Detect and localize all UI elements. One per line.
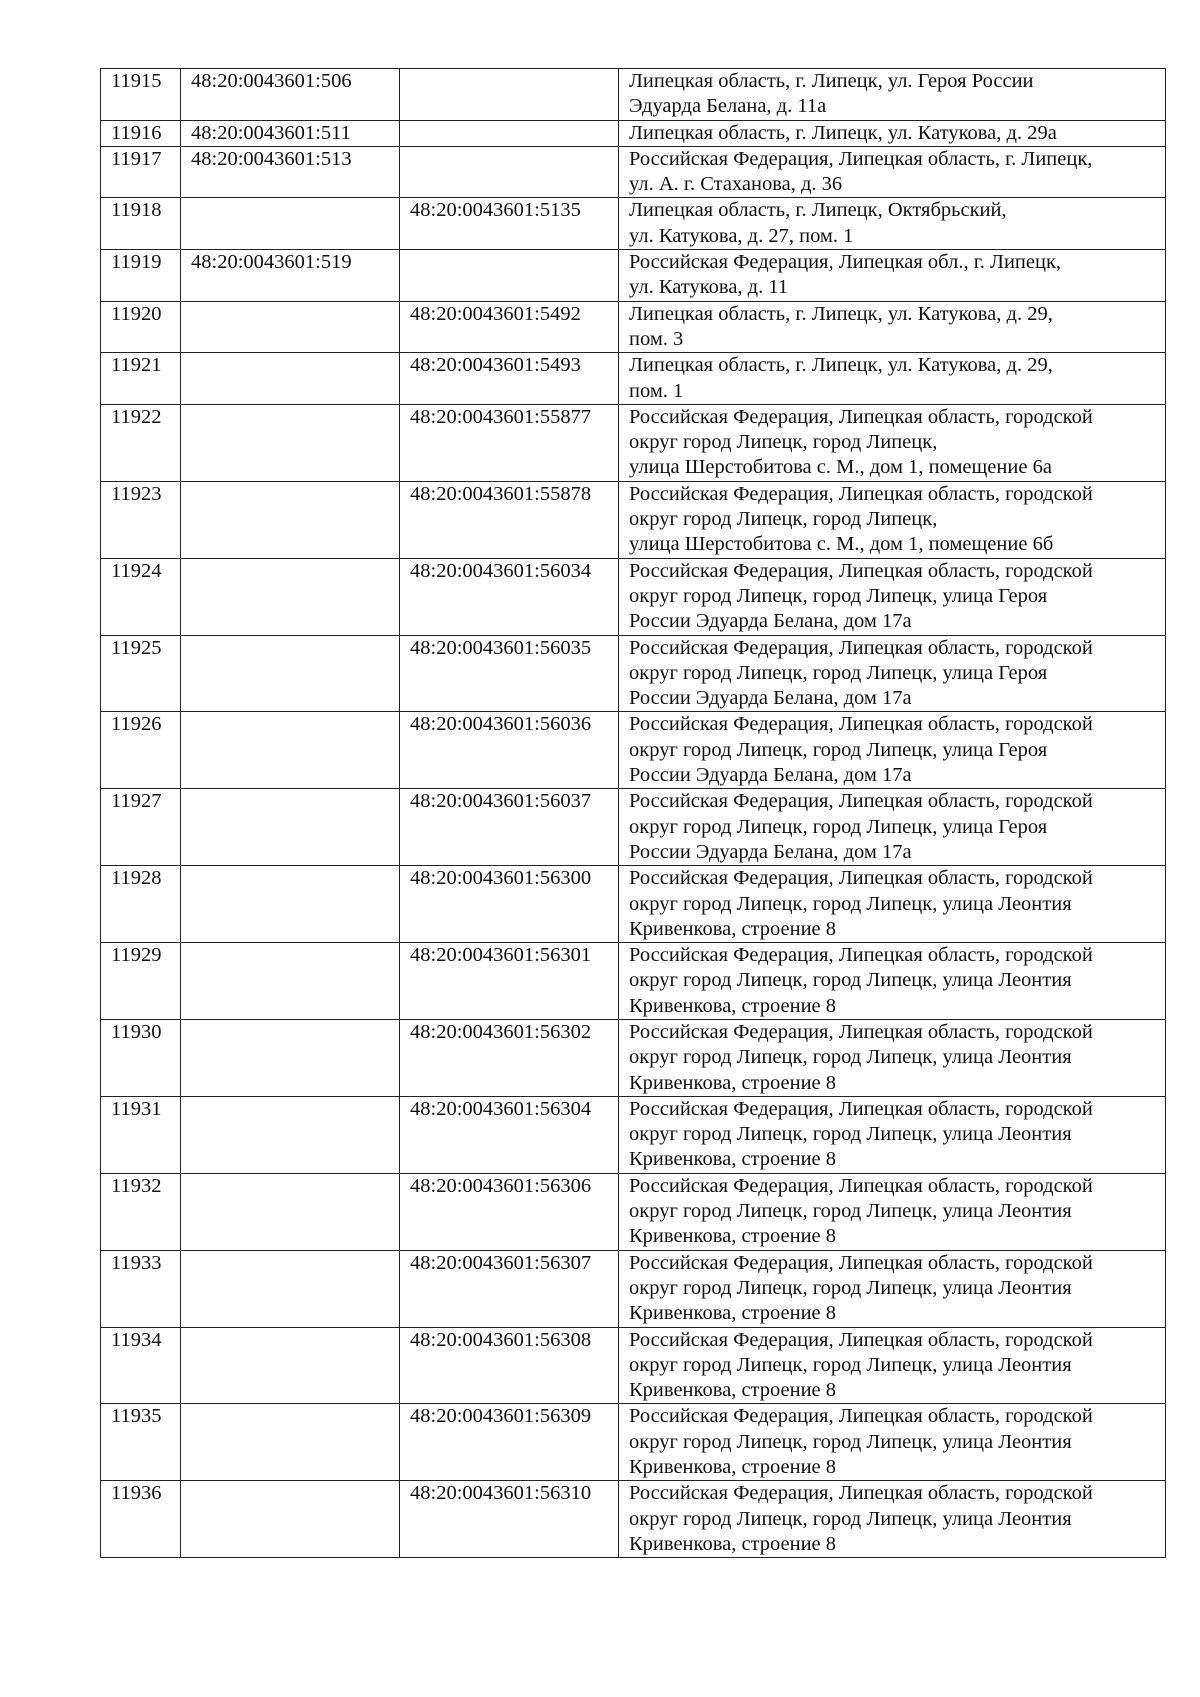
address-cell — [619, 1019, 1166, 1096]
land-cadastral-number-cell — [181, 866, 400, 943]
address-line: России Эдуарда Белана, дом 17а — [629, 764, 912, 787]
row-number-cell: 11922 — [101, 404, 181, 481]
address-line: Кривенкова, строение 8 — [629, 1225, 837, 1248]
object-cadastral-number-cell — [400, 120, 619, 146]
address-line: Российская Федерация, Липецкая область, городской — [629, 1174, 1093, 1197]
address-line: Российская Федерация, Липецкая область, городской — [629, 1097, 1093, 1120]
land-cadastral-number-cell — [181, 353, 400, 405]
address-line: округ город Липецк, город Липецк, улица Леонтия — [629, 969, 1072, 992]
table-row — [101, 250, 1166, 302]
address-cell — [619, 789, 1166, 866]
object-cadastral-number-cell: 48:20:0043601:56307 — [400, 1250, 619, 1327]
address-cell — [619, 712, 1166, 789]
address-line: пом. 1 — [629, 379, 684, 402]
address-line: Российская Федерация, Липецкая область, городской — [629, 1020, 1093, 1043]
row-number-cell: 11919 — [101, 250, 181, 302]
address-line: округ город Липецк, город Липецк, улица Леонтия — [629, 1123, 1072, 1146]
address-cell — [619, 404, 1166, 481]
address-cell — [619, 69, 1166, 121]
address-line: улица Шерстобитова с. М., дом 1, помещение 6б — [629, 533, 1054, 556]
address-line: округ город Липецк, город Липецк, улица Леонтия — [629, 1430, 1072, 1453]
table-row — [101, 146, 1166, 198]
object-cadastral-number-cell: 48:20:0043601:56306 — [400, 1173, 619, 1250]
row-number-cell: 11917 — [101, 146, 181, 198]
row-number-cell: 11932 — [101, 1173, 181, 1250]
table-row — [101, 1250, 1166, 1327]
address-line: Кривенкова, строение 8 — [629, 994, 837, 1017]
object-cadastral-number-cell: 48:20:0043601:56310 — [400, 1481, 619, 1558]
address-line: России Эдуарда Белана, дом 17а — [629, 610, 912, 633]
land-cadastral-number-cell — [181, 943, 400, 1020]
address-cell — [619, 146, 1166, 198]
table-row — [101, 1173, 1166, 1250]
address-line: Российская Федерация, Липецкая область, городской — [629, 1482, 1093, 1505]
table-row — [101, 712, 1166, 789]
address-line: Российская Федерация, Липецкая область, городской — [629, 482, 1093, 505]
address-line: Кривенкова, строение 8 — [629, 917, 837, 940]
land-cadastral-number-cell — [181, 1404, 400, 1481]
address-line: Российская Федерация, Липецкая область, городской — [629, 713, 1093, 736]
address-cell — [619, 1173, 1166, 1250]
address-cell — [619, 1096, 1166, 1173]
address-line: пом. 3 — [629, 327, 684, 350]
object-cadastral-number-cell: 48:20:0043601:56034 — [400, 558, 619, 635]
object-cadastral-number-cell — [400, 146, 619, 198]
table-row — [101, 353, 1166, 405]
address-line: Кривенкова, строение 8 — [629, 1148, 837, 1171]
land-cadastral-number-cell — [181, 712, 400, 789]
object-cadastral-number-cell: 48:20:0043601:56035 — [400, 635, 619, 712]
address-cell — [619, 1327, 1166, 1404]
address-line: Кривенкова, строение 8 — [629, 1071, 837, 1094]
table-row — [101, 481, 1166, 558]
table-row — [101, 1481, 1166, 1558]
land-cadastral-number-cell: 48:20:0043601:506 — [181, 69, 400, 121]
table-row — [101, 558, 1166, 635]
table-row — [101, 301, 1166, 353]
land-cadastral-number-cell — [181, 789, 400, 866]
land-cadastral-number-cell — [181, 301, 400, 353]
object-cadastral-number-cell: 48:20:0043601:56302 — [400, 1019, 619, 1096]
land-cadastral-number-cell — [181, 1096, 400, 1173]
address-line: Российская Федерация, Липецкая область, городской — [629, 790, 1093, 813]
row-number-cell: 11933 — [101, 1250, 181, 1327]
address-line: Российская Федерация, Липецкая область, городской — [629, 405, 1093, 428]
row-number-cell: 11915 — [101, 69, 181, 121]
address-line: округ город Липецк, город Липецк, улица Леонтия — [629, 892, 1072, 915]
table-row — [101, 635, 1166, 712]
address-line: округ город Липецк, город Липецк, улица Леонтия — [629, 1507, 1072, 1530]
object-cadastral-number-cell: 48:20:0043601:56304 — [400, 1096, 619, 1173]
address-line: ул. Катукова, д. 11 — [629, 276, 789, 299]
address-line: Кривенкова, строение 8 — [629, 1379, 837, 1402]
row-number-cell: 11923 — [101, 481, 181, 558]
row-number-cell: 11920 — [101, 301, 181, 353]
address-cell — [619, 1250, 1166, 1327]
address-line: Российская Федерация, Липецкая область, г. Липецк, — [629, 147, 1093, 170]
address-line: Российская Федерация, Липецкая область, городской — [629, 944, 1093, 967]
address-cell — [619, 943, 1166, 1020]
table-row — [101, 198, 1166, 250]
object-cadastral-number-cell: 48:20:0043601:5493 — [400, 353, 619, 405]
land-cadastral-number-cell — [181, 198, 400, 250]
address-line: Кривенкова, строение 8 — [629, 1302, 837, 1325]
object-cadastral-number-cell — [400, 69, 619, 121]
address-line: Российская Федерация, Липецкая область, городской — [629, 1405, 1093, 1428]
row-number-cell: 11918 — [101, 198, 181, 250]
row-number-cell: 11921 — [101, 353, 181, 405]
row-number-cell: 11935 — [101, 1404, 181, 1481]
object-cadastral-number-cell: 48:20:0043601:5492 — [400, 301, 619, 353]
table-row — [101, 120, 1166, 146]
address-line: округ город Липецк, город Липецк, улица Героя — [629, 661, 1048, 684]
land-cadastral-number-cell — [181, 481, 400, 558]
registry-table — [100, 68, 1166, 1558]
row-number-cell: 11934 — [101, 1327, 181, 1404]
address-line: округ город Липецк, город Липецк, улица Леонтия — [629, 1046, 1072, 1069]
address-line: Российская Федерация, Липецкая область, городской — [629, 559, 1093, 582]
object-cadastral-number-cell: 48:20:0043601:56300 — [400, 866, 619, 943]
address-line: Липецкая область, г. Липецк, ул. Катукова, д. 29, — [629, 302, 1053, 325]
address-cell — [619, 353, 1166, 405]
address-cell — [619, 1481, 1166, 1558]
address-line: округ город Липецк, город Липецк, улица Героя — [629, 584, 1048, 607]
row-number-cell: 11928 — [101, 866, 181, 943]
row-number-cell: 11936 — [101, 1481, 181, 1558]
address-line: округ город Липецк, город Липецк, — [629, 508, 938, 531]
land-cadastral-number-cell — [181, 1481, 400, 1558]
object-cadastral-number-cell: 48:20:0043601:56036 — [400, 712, 619, 789]
address-line: округ город Липецк, город Липецк, улица Героя — [629, 738, 1048, 761]
table-row — [101, 1404, 1166, 1481]
address-line: Российская Федерация, Липецкая обл., г. Липецк, — [629, 251, 1062, 274]
object-cadastral-number-cell: 48:20:0043601:56037 — [400, 789, 619, 866]
address-line: Российская Федерация, Липецкая область, городской — [629, 1251, 1093, 1274]
address-line: России Эдуарда Белана, дом 17а — [629, 687, 912, 710]
address-cell — [619, 1404, 1166, 1481]
land-cadastral-number-cell: 48:20:0043601:519 — [181, 250, 400, 302]
address-line: Липецкая область, г. Липецк, ул. Героя России — [629, 70, 1034, 92]
row-number-cell: 11925 — [101, 635, 181, 712]
table-row — [101, 866, 1166, 943]
address-cell — [619, 481, 1166, 558]
table-row — [101, 404, 1166, 481]
table-row — [101, 1327, 1166, 1404]
land-cadastral-number-cell — [181, 404, 400, 481]
object-cadastral-number-cell: 48:20:0043601:56309 — [400, 1404, 619, 1481]
row-number-cell: 11924 — [101, 558, 181, 635]
land-cadastral-number-cell — [181, 1250, 400, 1327]
row-number-cell: 11931 — [101, 1096, 181, 1173]
address-cell — [619, 301, 1166, 353]
address-line: улица Шерстобитова с. М., дом 1, помещение 6а — [629, 456, 1052, 479]
address-line: Липецкая область, г. Липецк, ул. Катукова, д. 29а — [629, 121, 1057, 144]
row-number-cell: 11929 — [101, 943, 181, 1020]
address-line: Российская Федерация, Липецкая область, городской — [629, 1328, 1093, 1351]
address-cell — [619, 635, 1166, 712]
address-line: округ город Липецк, город Липецк, улица Леонтия — [629, 1200, 1072, 1223]
address-line: Кривенкова, строение 8 — [629, 1532, 837, 1555]
table-row — [101, 1019, 1166, 1096]
address-line: Кривенкова, строение 8 — [629, 1456, 837, 1479]
address-line: ул. А. г. Стаханова, д. 36 — [629, 173, 843, 196]
address-line: округ город Липецк, город Липецк, улица Леонтия — [629, 1276, 1072, 1299]
row-number-cell: 11927 — [101, 789, 181, 866]
address-line: Российская Федерация, Липецкая область, городской — [629, 636, 1093, 659]
address-line: ул. Катукова, д. 27, пом. 1 — [629, 224, 854, 247]
land-cadastral-number-cell — [181, 558, 400, 635]
address-line: Российская Федерация, Липецкая область, городской — [629, 867, 1093, 890]
row-number-cell: 11930 — [101, 1019, 181, 1096]
address-cell — [619, 198, 1166, 250]
table-row — [101, 1096, 1166, 1173]
object-cadastral-number-cell: 48:20:0043601:55877 — [400, 404, 619, 481]
row-number-cell: 11916 — [101, 120, 181, 146]
address-line: округ город Липецк, город Липецк, улица Леонтия — [629, 1353, 1072, 1376]
land-cadastral-number-cell: 48:20:0043601:513 — [181, 146, 400, 198]
address-line: России Эдуарда Белана, дом 17а — [629, 840, 912, 863]
address-line: округ город Липецк, город Липецк, улица Героя — [629, 815, 1048, 838]
land-cadastral-number-cell — [181, 635, 400, 712]
address-cell — [619, 250, 1166, 302]
land-cadastral-number-cell — [181, 1173, 400, 1250]
address-line: Липецкая область, г. Липецк, ул. Катукова, д. 29, — [629, 354, 1053, 377]
registry-table-body — [101, 69, 1166, 1558]
object-cadastral-number-cell: 48:20:0043601:55878 — [400, 481, 619, 558]
address-line: Эдуарда Белана, д. 11а — [629, 95, 827, 118]
land-cadastral-number-cell: 48:20:0043601:511 — [181, 120, 400, 146]
address-line: Липецкая область, г. Липецк, Октябрьский, — [629, 199, 1007, 222]
address-cell — [619, 120, 1166, 146]
land-cadastral-number-cell — [181, 1019, 400, 1096]
table-row — [101, 943, 1166, 1020]
object-cadastral-number-cell: 48:20:0043601:5135 — [400, 198, 619, 250]
land-cadastral-number-cell — [181, 1327, 400, 1404]
address-cell — [619, 558, 1166, 635]
address-line: округ город Липецк, город Липецк, — [629, 431, 938, 454]
table-row — [101, 789, 1166, 866]
object-cadastral-number-cell: 48:20:0043601:56308 — [400, 1327, 619, 1404]
object-cadastral-number-cell — [400, 250, 619, 302]
address-cell — [619, 866, 1166, 943]
object-cadastral-number-cell: 48:20:0043601:56301 — [400, 943, 619, 1020]
table-row — [101, 69, 1166, 121]
row-number-cell: 11926 — [101, 712, 181, 789]
